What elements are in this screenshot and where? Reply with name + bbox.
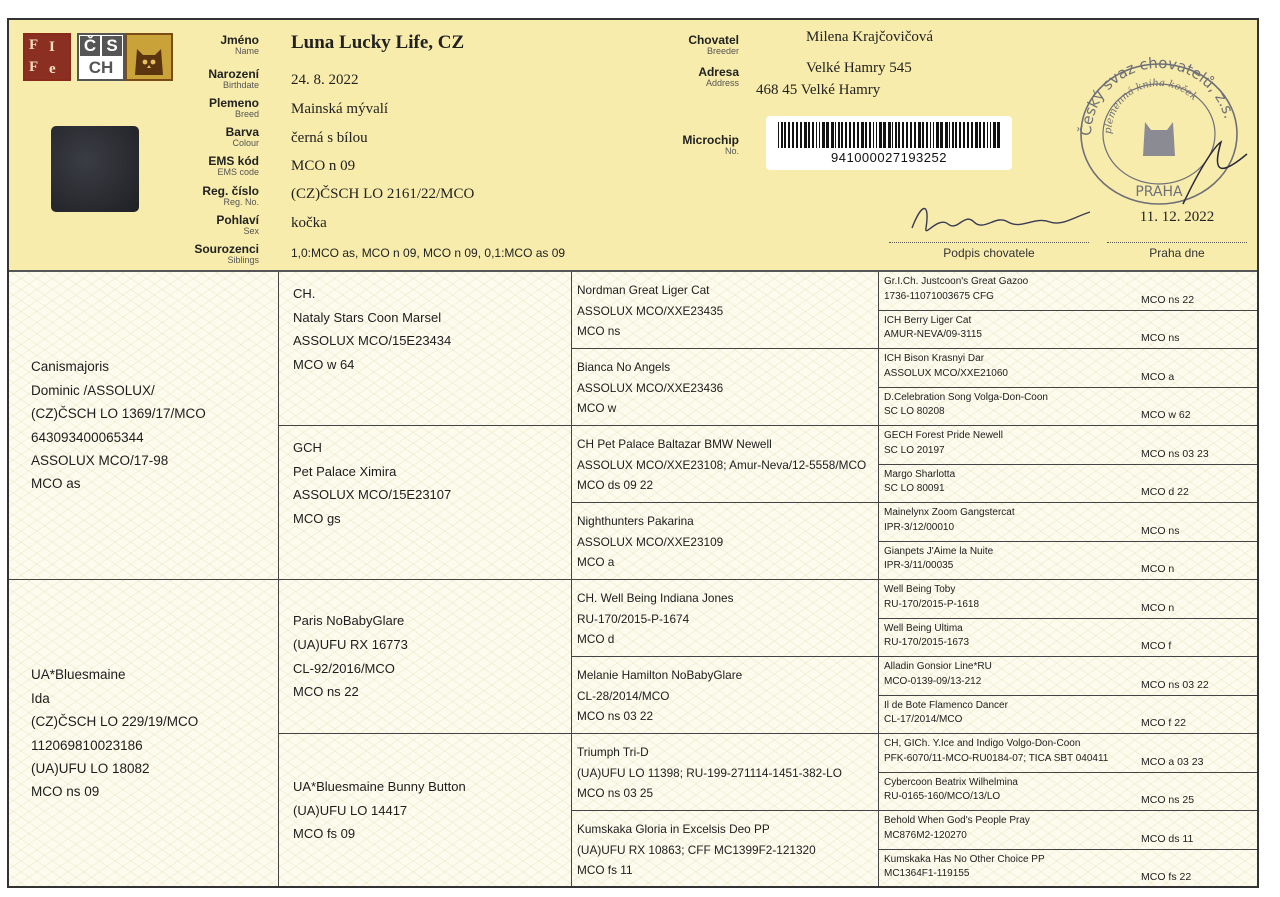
pedigree-text: Kumskaka Gloria in Excelsis Deo PP (577, 822, 770, 836)
pedigree-text: 112069810023186 (31, 737, 143, 753)
address-line1: Velké Hamry 545 (806, 60, 912, 76)
label-siblings: Sourozenci Siblings (194, 242, 259, 265)
barcode-bar (853, 122, 855, 148)
label-breeder: Chovatel Breeder (688, 33, 739, 56)
pedigree-text: (UA)UFU LO 14417 (293, 802, 408, 818)
pedigree-text: (UA)UFU LO 18082 (31, 760, 150, 776)
barcode-bar (788, 122, 790, 148)
barcode-bar (963, 122, 965, 148)
svg-text:Český svaz chovatelů, z.s.: Český svaz chovatelů, z.s. (1076, 53, 1239, 137)
barcode-bar (940, 122, 943, 148)
pedigree-text: ICH Berry Liger Cat (884, 314, 972, 326)
barcode-bar (993, 122, 996, 148)
csch-logo (77, 33, 125, 81)
ems-code: MCO f 22 (1141, 717, 1186, 729)
pedigree-text: Mainelynx Zoom Gangstercat (884, 507, 1015, 518)
address-line2: 468 45 Velké Hamry (756, 82, 881, 98)
ems-code: MCO d 22 (1141, 486, 1189, 498)
barcode-bar (906, 122, 908, 148)
pedigree-text: UA*Bluesmaine (31, 667, 126, 683)
pedigree-text: 1736-11071003675 CFG (884, 290, 994, 302)
pedigree-text: MCO fs 09 (293, 826, 356, 842)
grandparent-cell (279, 580, 572, 734)
label-name: Jméno Name (220, 33, 259, 56)
pedigree-text: Dominic /ASSOLUX/ (31, 382, 155, 398)
great-great-grandparent-cell (879, 734, 1259, 773)
pedigree-text: ASSOLUX MCO/15E23107 (293, 487, 452, 503)
fife-logo-letter: e (49, 61, 56, 77)
barcode-bar (784, 122, 786, 148)
ems-code: MCO ns 22 (1141, 293, 1195, 306)
pedigree-text: CH Pet Palace Baltazar BMW Newell (577, 437, 772, 451)
barcode-bar (812, 122, 814, 148)
fife-logo-letter: I (49, 39, 55, 55)
barcode-bar (845, 122, 847, 148)
barcode-bar (831, 122, 834, 148)
great-great-grandparent-cell (879, 619, 1259, 658)
barcode-bar (895, 122, 897, 148)
pedigree-text: ASSOLUX MCO/XXE23435 (577, 303, 724, 318)
ems-code: MCO a (1141, 370, 1175, 383)
barcode-bar (857, 122, 859, 148)
barcode-bar (949, 122, 950, 148)
grandparent-cell (279, 272, 572, 426)
hologram-seal (51, 126, 139, 212)
pedigree-text: Nataly Stars Coon Marsel (293, 309, 442, 325)
fife-logo-letter: F (29, 37, 39, 53)
svg-text:PRAHA: PRAHA (1135, 184, 1183, 200)
microchip-barcode (766, 116, 1012, 170)
great-grandparent-cell (572, 349, 879, 426)
barcode-bar (987, 122, 988, 148)
cat-silhouette-icon (125, 33, 173, 81)
microchip-number: 941000027193252 (831, 150, 947, 165)
date-line (1107, 242, 1247, 243)
pedigree-text: MCO gs (293, 510, 341, 526)
ems-code: MCO w 62 (1141, 409, 1191, 421)
great-great-grandparent-cell (879, 311, 1259, 350)
barcode-bar (819, 122, 820, 148)
pedigree-text: ASSOLUX MCO/XXE23109 (577, 534, 724, 549)
cat-name: Luna Lucky Life, CZ (291, 32, 465, 53)
barcode-bar (898, 122, 900, 148)
pedigree-text: MCO-0139-09/13-212 (884, 675, 982, 687)
great-grandparent-cell (572, 657, 879, 734)
barcode-bar (936, 122, 939, 148)
ems-code: MCO f (1141, 640, 1172, 652)
ems-code: MCO a 03 23 (1141, 755, 1204, 768)
csch-logo-letter: S (101, 35, 123, 57)
svg-text:plemenná kniha koček: plemenná kniha koček (1102, 77, 1200, 135)
issue-date: 11. 12. 2022 (1139, 209, 1215, 225)
pedigree-text: ASSOLUX MCO/XXE21060 (884, 367, 1008, 379)
pedigree-text: MCO d (577, 632, 615, 647)
barcode-bar (804, 122, 807, 148)
pedigree-text: Gr.I.Ch. Justcoon's Great Gazoo (884, 276, 1029, 287)
barcode-bar (808, 122, 810, 148)
barcode-bar (952, 122, 954, 148)
grandparent-cell (279, 734, 572, 888)
pedigree-text: (UA)UFU LO 11398; RU-199-271114-1451-382-LO (577, 765, 842, 780)
great-grandparent-cell (572, 580, 879, 657)
barcode-bar (835, 122, 836, 148)
colour-value: černá s bílou (291, 130, 368, 146)
pedigree-text: MCO fs 11 (577, 863, 633, 878)
great-grandparent-cell (572, 734, 879, 811)
great-great-grandparent-cell (879, 850, 1259, 889)
pedigree-text: RU-0165-160/MCO/13/LO (884, 791, 1001, 803)
barcode-bar (873, 122, 874, 148)
pedigree-text: 643093400065344 (31, 429, 144, 445)
pedigree-text: Alladin Gonsior Line*RU (884, 661, 992, 672)
pedigree-text: Gianpets J'Aime la Nuite (884, 545, 994, 557)
certificate-header (9, 20, 1259, 272)
ems-code: MCO ds 11 (1141, 832, 1194, 845)
barcode-bar (955, 122, 957, 148)
pedigree-text: SC LO 80091 (884, 483, 945, 495)
barcode-bar (918, 122, 921, 148)
pedigree-text: (CZ)ČSCH LO 1369/17/MCO (31, 406, 206, 422)
pedigree-text: (CZ)ČSCH LO 229/19/MCO (31, 714, 199, 730)
pedigree-text: MCO a (577, 555, 615, 570)
pedigree-text: Triumph Tri-D (577, 745, 649, 759)
pedigree-text: MCO ns 03 25 (577, 786, 654, 801)
pedigree-text: MCO ns 22 (293, 684, 359, 700)
pedigree-text: CL-28/2014/MCO (577, 688, 670, 703)
pedigree-text: Il de Bote Flamenco Dancer (884, 699, 1008, 711)
barcode-bar (869, 122, 871, 148)
grandparent-cell (279, 426, 572, 580)
pedigree-text: Kumskaka Has No Other Choice PP (884, 853, 1045, 865)
pedigree-text: AMUR-NEVA/09-3115 (884, 329, 982, 341)
ems-code: MCO fs 22 (1141, 871, 1192, 883)
great-great-grandparent-cell (879, 388, 1259, 427)
barcode-bar (816, 122, 817, 148)
breed-value: Mainská mývalí (291, 101, 389, 117)
pedigree-text: MCO ns (577, 324, 621, 339)
pedigree-text: CL-92/2016/MCO (293, 660, 395, 676)
pedigree-text: CH, GICh. Y.Ice and Indigo Volgo-Don-Coon (884, 738, 1081, 749)
pedigree-text: RU-170/2015-P-1674 (577, 611, 690, 626)
barcode-bar (792, 122, 794, 148)
association-stamp (1071, 46, 1249, 206)
pedigree-text: (UA)UFU RX 16773 (293, 636, 408, 652)
pedigree-text: Nordman Great Liger Cat (577, 283, 710, 297)
pedigree-text: Well Being Ultima (884, 622, 963, 634)
pedigree-text: Ida (31, 690, 50, 706)
ems-code: MCO ns (1141, 524, 1180, 537)
pedigree-text: CH. (293, 286, 316, 301)
pedigree-text: CL-17/2014/MCO (884, 714, 963, 726)
barcode-bar (800, 122, 802, 148)
great-great-grandparent-cell (879, 542, 1259, 581)
pedigree-text: SC LO 20197 (884, 444, 945, 456)
barcode-bar (892, 122, 893, 148)
pedigree-text: MC1364F1-119155 (884, 868, 970, 880)
pedigree-certificate (7, 18, 1259, 888)
barcode-bar (922, 122, 924, 148)
barcode-bar (883, 122, 886, 148)
barcode-bar (926, 122, 928, 148)
pedigree-text: Canismajoris (31, 359, 110, 375)
ems-code: MCO n (1141, 601, 1175, 614)
barcode-bar (902, 122, 904, 148)
pedigree-text: Pet Palace Ximira (293, 463, 397, 479)
pedigree-text: UA*Bluesmaine Bunny Button (293, 779, 466, 795)
ems-code: MCO ns 25 (1141, 794, 1195, 806)
label-microchip: Microchip No. (682, 133, 739, 156)
ems-code: MCO ns 03 23 (1141, 447, 1209, 460)
siblings-value: 1,0:MCO as, MCO n 09, MCO n 09, 0,1:MCO as 09 (291, 246, 566, 260)
barcode-bar (910, 122, 912, 148)
pedigree-text: GCH (293, 440, 322, 455)
great-great-grandparent-cell (879, 657, 1259, 696)
barcode-bar (861, 122, 864, 148)
pedigree-text: D.Celebration Song Volga-Don-Coon (884, 391, 1048, 403)
pedigree-text: ASSOLUX MCO/XXE23108; Amur-Neva/12-5558/MCO (577, 457, 867, 472)
ems-code: MCO ns 03 22 (1141, 678, 1209, 691)
barcode-bar (945, 122, 948, 148)
barcode-bar (930, 122, 931, 148)
label-colour: Barva Colour (225, 125, 259, 148)
sire-cell (9, 272, 279, 580)
label-reg-no: Reg. číslo Reg. No. (202, 184, 259, 207)
pedigree-text: Melanie Hamilton NoBabyGlare (577, 668, 743, 682)
barcode-bar (997, 122, 1000, 148)
breeder-value: Milena Krajčovičová (806, 29, 934, 45)
reg-no-value: (CZ)ČSCH LO 2161/22/MCO (291, 186, 475, 202)
barcode-bar (879, 122, 882, 148)
barcode-bar (778, 122, 779, 148)
barcode-bar (841, 122, 843, 148)
label-breed: Plemeno Breed (208, 96, 259, 119)
label-ems-code: EMS kód EMS code (208, 154, 259, 177)
sex-value: kočka (291, 215, 327, 231)
great-great-grandparent-cell (879, 811, 1259, 850)
barcode-bar (781, 122, 783, 148)
barcode-bar (983, 122, 985, 148)
barcode-bar (959, 122, 961, 148)
pedigree-text: Behold When God's People Pray (884, 815, 1030, 826)
great-great-grandparent-cell (879, 503, 1259, 542)
pedigree-table (9, 272, 1259, 888)
fife-logo (23, 33, 71, 81)
pedigree-text: MCO ns 03 22 (577, 709, 654, 724)
pedigree-text: Cybercoon Beatrix Wilhelmina (884, 776, 1018, 788)
date-label: Praha dne (1149, 246, 1205, 260)
pedigree-text: ASSOLUX MCO/XXE23436 (577, 380, 724, 395)
pedigree-text: ASSOLUX MCO/17-98 (31, 452, 169, 468)
barcode-bar (990, 122, 991, 148)
pedigree-text: IPR-3/12/00010 (884, 521, 955, 533)
csch-logo-letter: Č (79, 35, 101, 57)
pedigree-text: ASSOLUX MCO/15E23434 (293, 333, 452, 349)
great-great-grandparent-cell (879, 696, 1259, 735)
ems-code: MCO ns (1141, 332, 1180, 344)
pedigree-text: Well Being Toby (884, 584, 956, 595)
barcode-bar (914, 122, 916, 148)
great-great-grandparent-cell (879, 272, 1259, 311)
barcode-bar (971, 122, 973, 148)
label-sex: Pohlaví Sex (216, 213, 259, 236)
pedigree-text: MCO w 64 (293, 356, 355, 372)
ems-code-value: MCO n 09 (291, 158, 356, 174)
pedigree-text: Paris NoBabyGlare (293, 613, 405, 629)
great-great-grandparent-cell (879, 465, 1259, 504)
ems-code: MCO n (1141, 563, 1175, 575)
barcode-bar (975, 122, 978, 148)
pedigree-text: RU-170/2015-P-1618 (884, 598, 980, 610)
pedigree-text: CH. Well Being Indiana Jones (577, 591, 734, 605)
signature-line (889, 242, 1089, 243)
dam-cell (9, 580, 279, 888)
great-grandparent-cell (572, 503, 879, 580)
pedigree-text: PFK-6070/11-MCO-RU0184-07; TICA SBT 040411 (884, 752, 1109, 764)
barcode-bar (967, 122, 969, 148)
pedigree-text: Margo Sharlotta (884, 468, 956, 480)
pedigree-text: MCO as (31, 476, 81, 492)
great-great-grandparent-cell (879, 580, 1259, 619)
barcode-bar (979, 122, 981, 148)
birthdate-value: 24. 8. 2022 (291, 72, 359, 88)
pedigree-text: Bianca No Angels (577, 360, 671, 374)
pedigree-text: IPR-3/11/00035 (884, 560, 954, 572)
barcode-bar (849, 122, 851, 148)
pedigree-text: MCO ds 09 22 (577, 478, 654, 493)
barcode-bar (838, 122, 840, 148)
great-great-grandparent-cell (879, 773, 1259, 812)
pedigree-text: MCO w (577, 401, 617, 416)
great-grandparent-cell (572, 811, 879, 888)
pedigree-text: Nighthunters Pakarina (577, 514, 694, 528)
fife-logo-letter: F (29, 59, 39, 75)
barcode-bar (888, 122, 891, 148)
pedigree-text: MC876M2-120270 (884, 829, 967, 841)
great-great-grandparent-cell (879, 426, 1259, 465)
barcode-bar (826, 122, 829, 148)
pedigree-text: RU-170/2015-1673 (884, 637, 970, 649)
barcode-bar (796, 122, 798, 148)
great-grandparent-cell (572, 272, 879, 349)
label-birthdate: Narození Birthdate (208, 67, 259, 90)
great-great-grandparent-cell (879, 349, 1259, 388)
barcode-bar (822, 122, 825, 148)
barcode-bar (933, 122, 934, 148)
label-address: Adresa Address (698, 65, 739, 88)
pedigree-text: (UA)UFU RX 10863; CFF MC1399F2-121320 (577, 842, 816, 857)
breeder-signature (904, 198, 1094, 242)
pedigree-text: MCO ns 09 (31, 784, 100, 800)
signature-label: Podpis chovatele (943, 246, 1035, 260)
pedigree-text: ICH Bison Krasnyi Dar (884, 353, 985, 364)
pedigree-text: GECH Forest Pride Newell (884, 430, 1003, 441)
pedigree-text: SC LO 80208 (884, 406, 945, 418)
great-grandparent-cell (572, 426, 879, 503)
csch-logo-letter: CH (79, 57, 123, 79)
barcode-bar (876, 122, 877, 148)
barcode-bar (865, 122, 867, 148)
